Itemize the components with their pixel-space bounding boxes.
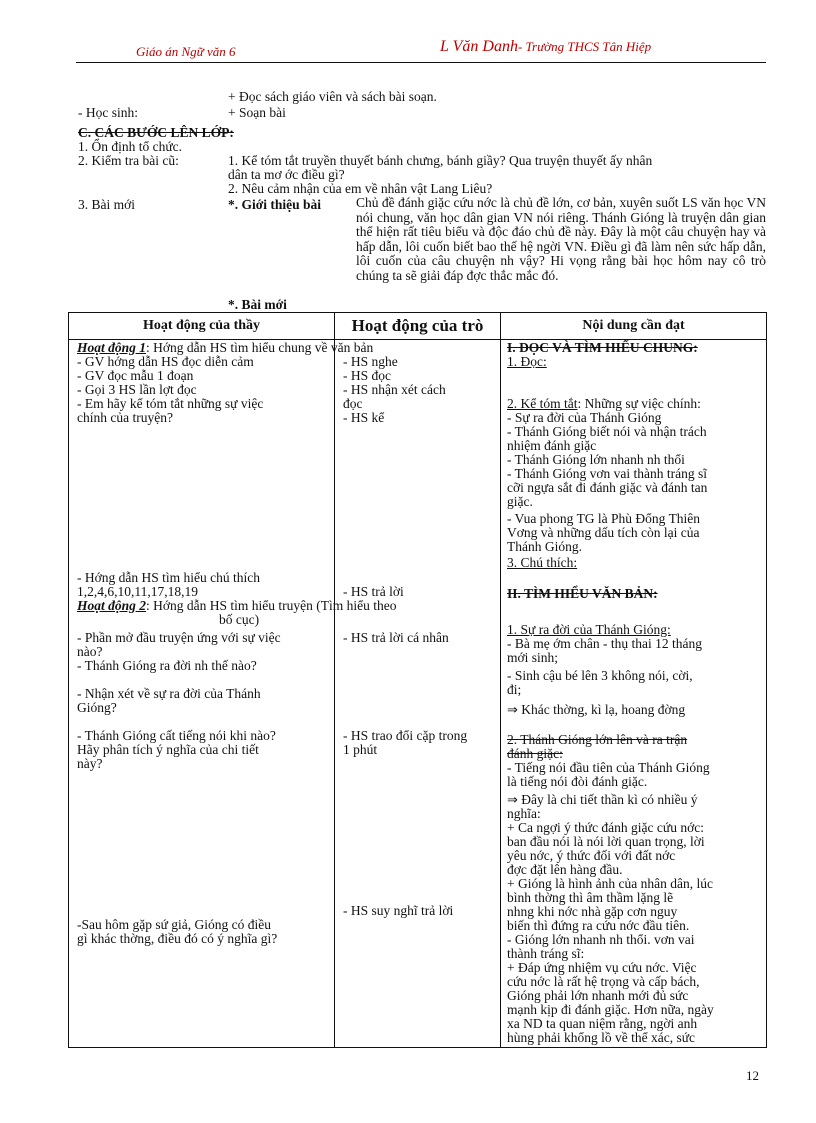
student-activity: - HS nghe (343, 354, 398, 369)
content-line: Vơng và những dấu tích còn lại của (507, 525, 700, 540)
content-line: cứu nớc là rất hệ trọng và cấp bách, (507, 974, 700, 989)
activity-1-heading: Hoạt động 1: Hớng dẫn HS tìm hiểu chung về văn bản (77, 340, 374, 355)
prep-hs-value: + Soạn bài (228, 105, 286, 120)
teacher-line: - GV đọc mẫu 1 đoạn (77, 368, 194, 383)
conclusion-line: ⇒ Khác thờng, kì lạ, hoang đờng (507, 702, 686, 718)
content-line: - Thánh Gióng biết nói và nhận trách (507, 424, 707, 439)
content-line: Thánh Gióng. (507, 539, 582, 554)
content-line: - Sinh cậu bé lên 3 không nói, cời, (507, 668, 693, 683)
step-2-question-2: 2. Nêu cảm nhận của em về nhân vật Lang Liêu? (228, 181, 493, 196)
teacher-line: - GV hớng dẫn HS đọc diễn cảm (77, 354, 254, 369)
content-line: - Gióng lớn nhanh nh thổi. vơn vai (507, 932, 695, 947)
page-number: 12 (746, 1068, 759, 1083)
teacher-question: - Thánh Gióng cất tiếng nói khi nào? (77, 728, 276, 743)
teacher-question: này? (77, 756, 103, 771)
intro-paragraph: Chủ đề đánh giặc cứu nớc là chủ đề lớn, cơ bản, xuyên suốt LS văn học VN nói chung, văn học dân gian VN nói riêng. Thánh Gióng là truyện dân gian thể hiện rất tiêu biểu và độc đáo chủ đề này. Đây là một câu chuyện hay và hấp dẫn, lôi cuốn biết bao thế hệ ngời VN. Điều gì đã làm nên sức hấp dẫn, lôi cuốn của câu chuyện nh vậy? Hi vọng rằng bài học hôm nay cô trò chúng ta sẽ giải đáp đợc thắc mắc đó. (356, 195, 766, 283)
part-2-heading: 2. Thánh Gióng lớn lên và ra trận (507, 732, 688, 747)
teacher-line: chính của truyện? (77, 410, 173, 425)
prep-hs-label: - Học sinh: (78, 105, 138, 120)
content-line: - Vua phong TG là Phù Đổng Thiên (507, 511, 701, 526)
content-column (501, 340, 767, 1048)
step-2-label: 2. Kiểm tra bài cũ: (78, 153, 179, 168)
content-line: ⇒ Đây là chi tiết thần kì có nhiều ý (507, 792, 698, 808)
intro-label: *. Giới thiệu bài (228, 197, 321, 212)
table-header-row (69, 313, 767, 340)
content-line: mạnh kịp đi đánh giặc. Hơn nữa, ngày (507, 1002, 714, 1017)
step-1: 1. Ổn định tổ chức. (78, 139, 183, 154)
content-line: - Thánh Gióng vơn vai thành tráng sĩ (507, 466, 707, 481)
student-activity: - HS đọc (343, 368, 391, 383)
part-2-heading-cont: đánh giặc: (507, 746, 563, 761)
teacher-question: - Phần mở đầu truyện ứng với sự việc (77, 630, 281, 645)
student-activity: - HS trả lời cá nhân (343, 630, 449, 645)
content-line: - Sự ra đời của Thánh Gióng (507, 410, 662, 425)
content-line: + Gióng là hình ảnh của nhân dân, lúc (507, 876, 713, 891)
content-line: mới sinh; (507, 650, 559, 665)
student-activity: - HS trao đổi cặp trong (343, 728, 468, 743)
content-line: + Đáp ứng nhiệm vụ cứu nớc. Việc (507, 960, 697, 975)
header-author: L Văn Danh (440, 38, 518, 55)
step-2-question-1a: 1. Kể tóm tắt truyền thuyết bánh chưng, bánh giầy? Qua truyện thuyết ấy nhân (228, 153, 653, 168)
activity-2-heading-cont: bố cục) (219, 612, 260, 627)
content-line: nhiệm đánh giặc (507, 438, 597, 453)
lesson-table (68, 312, 767, 1048)
glossary-heading: 3. Chú thích: (507, 555, 578, 570)
step-2-question-1b: dân ta mơ ớc điều gì? (228, 167, 345, 182)
content-line: hùng phải khổng lồ về thể xác, sức (507, 1030, 696, 1045)
student-activity: đọc (343, 396, 363, 411)
content-line: Gióng phải lớn nhanh mới đủ sức (507, 988, 689, 1003)
new-lesson-label: *. Bài mới (228, 297, 287, 312)
content-line: nghĩa: (507, 806, 541, 821)
student-activity: - HS trả lời (343, 584, 404, 599)
activity-2-heading: Hoạt động 2: Hớng dẫn HS tìm hiểu truyện (Tìm hiểu theo (77, 598, 397, 613)
prep-gv-line: + Đọc sách giáo viên và sách bài soạn. (228, 89, 437, 104)
header-author-school (440, 38, 651, 56)
content-line: xa ND ta quan niệm rằng, ngời anh (507, 1016, 698, 1031)
header-subject: Giáo án Ngữ văn 6 (136, 44, 236, 59)
step-3-label: 3. Bài mới (78, 197, 136, 212)
student-activity: - HS suy nghĩ trả lời (343, 903, 454, 918)
steps-title: C. CÁC BƯỚC LÊN LỚP: (78, 125, 234, 140)
content-line: đợc đặt lên hàng đầu. (507, 862, 623, 877)
content-line: thành tráng sĩ: (507, 946, 585, 961)
teacher-line: - Gọi 3 HS lần lợt đọc (77, 382, 197, 397)
teacher-question: nào? (77, 644, 103, 659)
teacher-question: -Sau hôm gặp sứ giả, Gióng có điều (77, 917, 272, 932)
part-1-heading: 1. Sự ra đời của Thánh Gióng: (507, 622, 671, 637)
teacher-question: gì khác thờng, điều đó có ý nghĩa gì? (77, 931, 278, 946)
teacher-question: Hãy phân tích ý nghĩa của chi tiết (77, 742, 259, 757)
content-line: cỡi ngựa sắt đi đánh giặc và đánh tan (507, 480, 708, 495)
header-school: - Trường THCS Tân Hiệp (517, 39, 652, 54)
col-header-teacher: Hoạt động của thầy (69, 313, 335, 340)
read-heading: 1. Đọc: (507, 354, 547, 369)
table-body-row (69, 340, 767, 1048)
teacher-question: - Nhận xét về sự ra đời của Thánh (77, 686, 261, 701)
double-arrow-right-icon: ⇒ (507, 793, 518, 808)
content-line: đi; (507, 682, 522, 697)
content-line: giặc. (507, 494, 533, 509)
content-line: nhng khi nớc nhà gặp cơn nguy (507, 904, 678, 919)
double-arrow-right-icon: ⇒ (507, 703, 518, 718)
teacher-question: Gióng? (77, 700, 117, 715)
content-line: là tiếng nói đòi đánh giặc. (507, 774, 648, 789)
student-activity: - HS nhận xét cách (343, 382, 446, 397)
content-line: yêu nớc, ý thức đối với đất nớc (507, 848, 676, 863)
summary-heading: 2. Kể tóm tắt: Những sự việc chính: (507, 396, 701, 411)
teacher-question: - Thánh Gióng ra đời nh thế nào? (77, 658, 257, 673)
section-1-heading: I. ĐỌC VÀ TÌM HIỂU CHUNG: (507, 340, 698, 355)
content-line: - Bà mẹ ớm chân - thụ thai 12 tháng (507, 636, 702, 651)
col-header-student: Hoạt động của trò (335, 313, 501, 340)
student-activity: - HS kể (343, 410, 385, 425)
content-line: ban đầu nói là nói lời quan trọng, lời (507, 834, 705, 849)
content-line: bình thờng thì âm thầm lặng lẽ (507, 890, 674, 905)
header-divider (76, 62, 766, 63)
content-line: - Thánh Gióng lớn nhanh nh thổi (507, 452, 685, 467)
content-line: + Ca ngợi ý thức đánh giặc cứu nớc: (507, 820, 704, 835)
student-activity: 1 phút (343, 742, 378, 757)
teacher-line: 1,2,4,6,10,11,17,18,19 (77, 584, 198, 599)
content-line: - Tiếng nói đầu tiên của Thánh Gióng (507, 760, 710, 775)
section-2-heading: II. TÌM HIỂU VĂN BẢN: (507, 586, 658, 601)
student-column (335, 340, 501, 1048)
col-header-content: Nội dung cần đạt (501, 313, 767, 340)
teacher-line: - Em hãy kể tóm tắt những sự việc (77, 396, 264, 411)
content-line: biến thì đứng ra cứu nớc đầu tiên. (507, 918, 690, 933)
teacher-line: - Hớng dẫn HS tìm hiểu chú thích (77, 570, 260, 585)
